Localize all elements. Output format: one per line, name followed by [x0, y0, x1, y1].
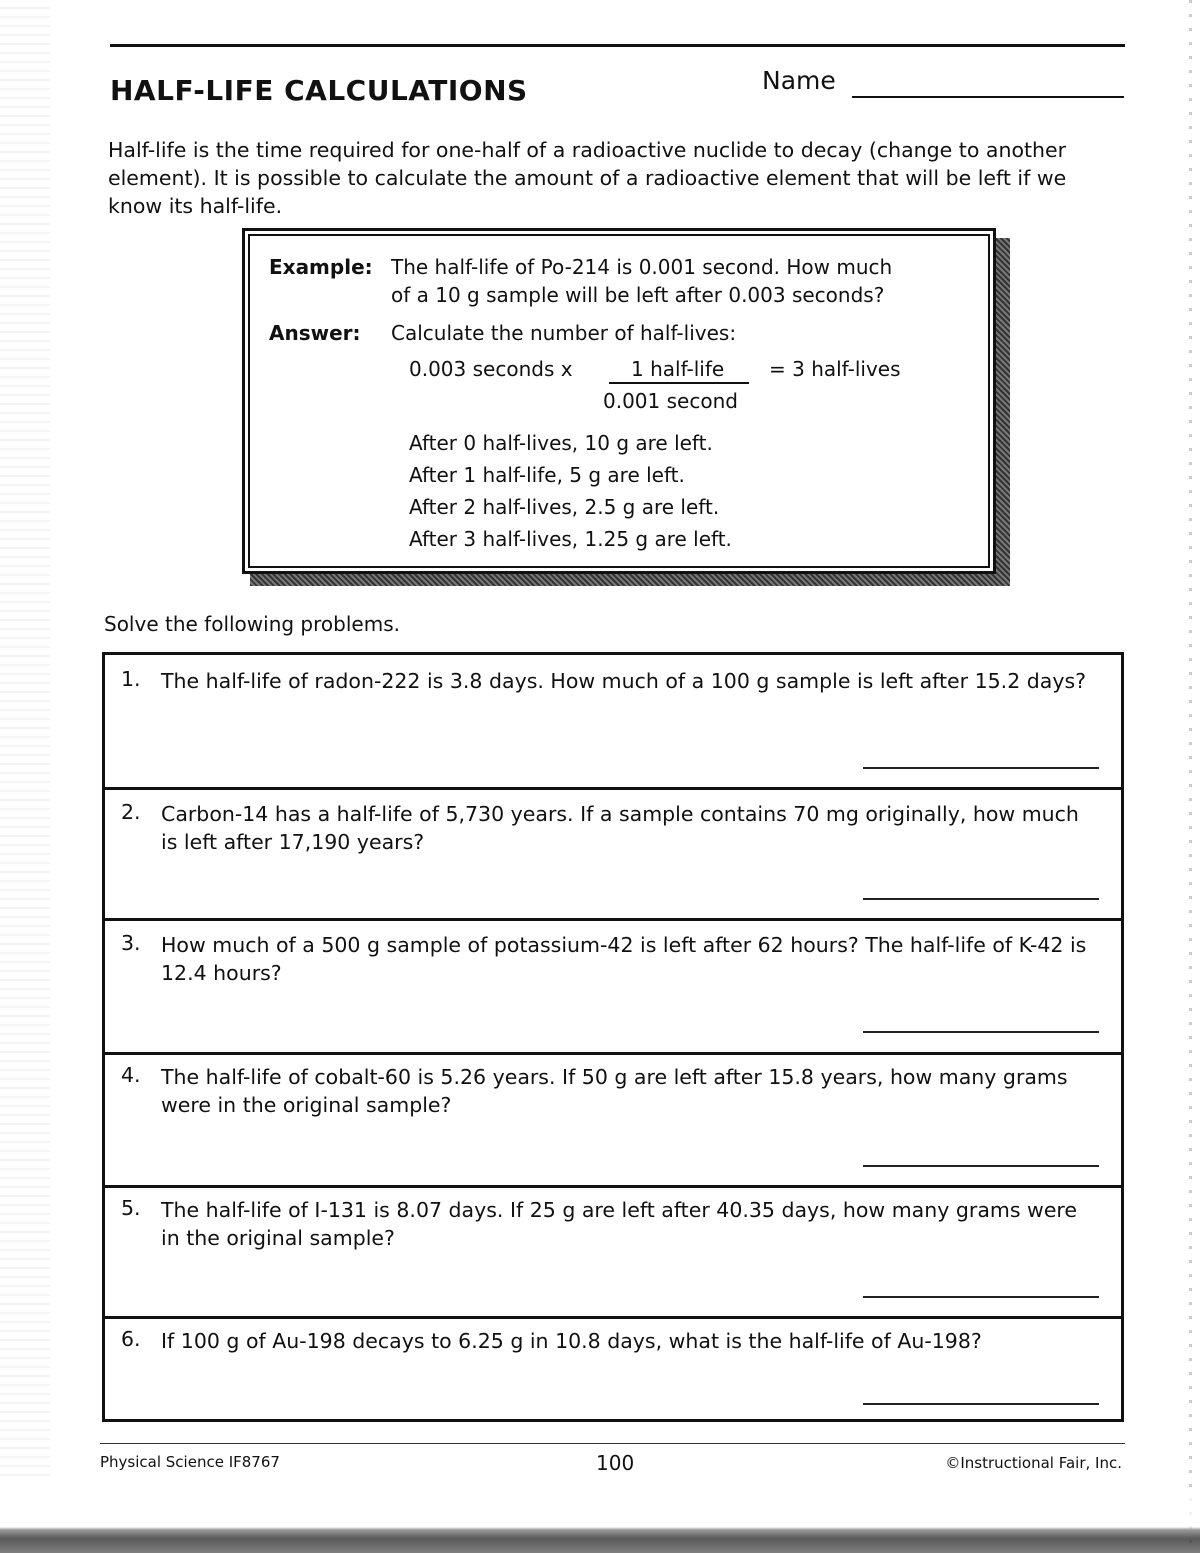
calc-result: = 3 half-lives — [769, 357, 901, 381]
problem-3 — [105, 921, 1121, 1049]
calc-denominator: 0.001 second — [603, 389, 738, 413]
problem-text: How much of a 500 g sample of potassium-42 is left after 62 hours? The half-life of K-42 is 12.4 hours? — [161, 933, 1087, 985]
step-4: After 3 half-lives, 1.25 g are left. — [409, 527, 732, 551]
page-number: 100 — [596, 1451, 635, 1475]
example-box-frame — [242, 228, 996, 574]
problem-text: If 100 g of Au-198 decays to 6.25 g in 10.8 days, what is the half-life of Au-198? — [161, 1329, 982, 1353]
fraction-bar — [609, 382, 749, 384]
scan-edge-left — [0, 0, 50, 1480]
scan-edge-bottom — [0, 1495, 1200, 1553]
name-field-line[interactable] — [852, 96, 1124, 98]
instructions: Solve the following problems. — [104, 612, 400, 636]
scan-edge-right — [1189, 0, 1192, 1553]
problem-number: 5. — [121, 1196, 141, 1220]
example-line-1: The half-life of Po-214 is 0.001 second. How much — [391, 255, 893, 279]
problem-4 — [105, 1055, 1121, 1183]
footer-book-id: Physical Science IF8767 — [100, 1453, 280, 1471]
step-2: After 1 half-life, 5 g are left. — [409, 463, 685, 487]
answer-line[interactable] — [863, 1165, 1099, 1167]
problem-6 — [105, 1319, 1121, 1419]
answer-line[interactable] — [863, 1403, 1099, 1405]
footer-rule — [100, 1443, 1125, 1444]
calc-numerator: 1 half-life — [631, 357, 725, 381]
problem-1 — [105, 655, 1121, 787]
problem-number: 1. — [121, 667, 141, 691]
answer-line: Calculate the number of half-lives: — [391, 321, 737, 345]
footer-copyright: ©Instructional Fair, Inc. — [945, 1454, 1122, 1472]
example-label: Example: — [269, 255, 373, 279]
problem-number: 3. — [121, 931, 141, 955]
name-label: Name — [762, 66, 836, 95]
problem-text: The half-life of I-131 is 8.07 days. If 25 g are left after 40.35 days, how many grams were in the original sample? — [161, 1198, 1078, 1250]
problem-number: 2. — [121, 800, 141, 824]
intro-paragraph: Half-life is the time required for one-half of a radioactive nuclide to decay (change to another element). It is possible to calculate the amount of a radioactive element that will be left if we know its half-life. — [108, 138, 1067, 218]
step-1: After 0 half-lives, 10 g are left. — [409, 431, 713, 455]
problem-number: 6. — [121, 1327, 141, 1351]
answer-line[interactable] — [863, 898, 1099, 900]
problem-text: The half-life of radon-222 is 3.8 days. How much of a 100 g sample is left after 15.2 days? — [161, 669, 1087, 693]
example-line-2: of a 10 g sample will be left after 0.003 seconds? — [391, 283, 885, 307]
problem-5 — [105, 1188, 1121, 1316]
answer-line[interactable] — [863, 1031, 1099, 1033]
page-title: HALF-LIFE CALCULATIONS — [110, 74, 528, 107]
answer-line[interactable] — [863, 1296, 1099, 1298]
problem-number: 4. — [121, 1063, 141, 1087]
problem-2 — [105, 790, 1121, 918]
header-rule — [110, 44, 1125, 47]
problems-table — [102, 652, 1124, 1422]
answer-line[interactable] — [863, 767, 1099, 769]
calc-left: 0.003 seconds x — [409, 357, 573, 381]
problem-text: Carbon-14 has a half-life of 5,730 years. If a sample contains 70 mg originally, how much is left after 17,190 years? — [161, 802, 1079, 854]
step-3: After 2 half-lives, 2.5 g are left. — [409, 495, 720, 519]
answer-label: Answer: — [269, 321, 361, 345]
problem-text: The half-life of cobalt-60 is 5.26 years. If 50 g are left after 15.8 years, how many grams were in the original sample? — [161, 1065, 1068, 1117]
example-box — [242, 228, 1002, 584]
